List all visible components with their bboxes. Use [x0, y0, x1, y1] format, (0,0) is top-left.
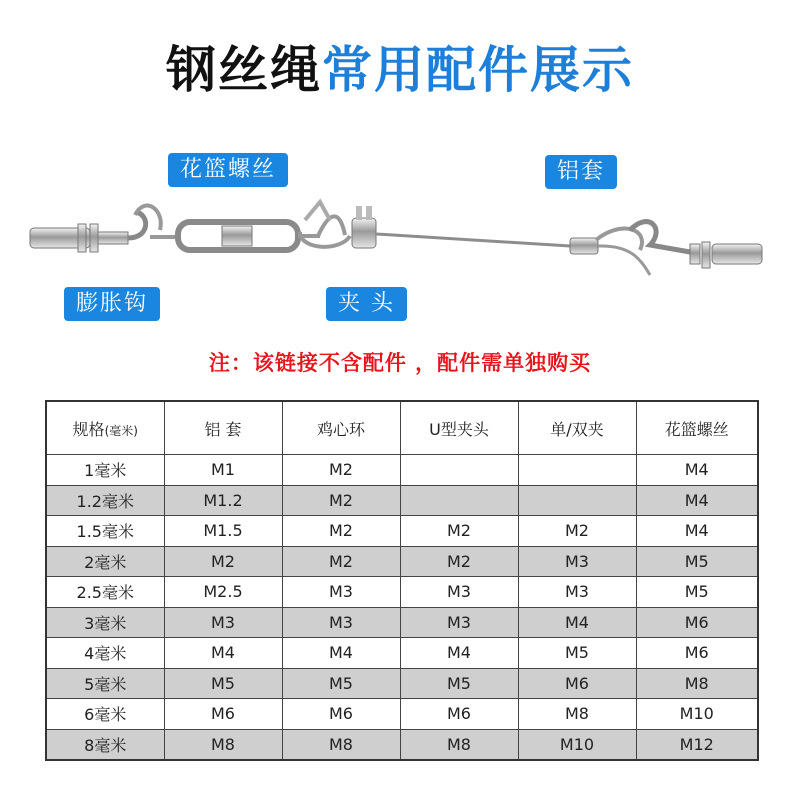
- purchase-note: 注：该链接不含配件 ，配件需单独购买: [208, 351, 592, 375]
- table-cell: M8: [400, 729, 518, 760]
- table-cell: M2: [400, 546, 518, 577]
- table-cell: M5: [400, 668, 518, 699]
- table-cell: M5: [164, 668, 282, 699]
- table-cell: 1.5毫米: [46, 516, 164, 547]
- table-row: [46, 485, 758, 516]
- table-cell: M6: [164, 699, 282, 730]
- table-cell: M5: [282, 668, 400, 699]
- table-cell: 6毫米: [46, 699, 164, 730]
- table-cell: M12: [636, 729, 758, 760]
- header-turnbuckle: 花篮螺丝: [636, 401, 758, 455]
- table-cell: M3: [518, 577, 636, 608]
- label-clamp: 夹 头: [326, 287, 407, 321]
- table-cell: M3: [164, 607, 282, 638]
- table-row: [46, 455, 758, 486]
- header-thimble: 鸡心环: [282, 401, 400, 455]
- table-cell: M2: [282, 546, 400, 577]
- table-row: [46, 638, 758, 669]
- product-illustration: [0, 140, 800, 350]
- table-row: [46, 699, 758, 730]
- table-header-row: [46, 401, 758, 455]
- wire-clamp: [352, 206, 376, 248]
- table-cell: M10: [518, 729, 636, 760]
- table-cell: M1.5: [164, 516, 282, 547]
- table-cell: M8: [636, 668, 758, 699]
- table-cell: 4毫米: [46, 638, 164, 669]
- header-u-clamp: U型夹头: [400, 401, 518, 455]
- table-cell: M5: [518, 638, 636, 669]
- table-cell: M3: [400, 577, 518, 608]
- table-cell: M1: [164, 455, 282, 486]
- wire-rope: [376, 234, 570, 246]
- table-cell: M8: [518, 699, 636, 730]
- table-row: [46, 668, 758, 699]
- table-cell: M2: [400, 516, 518, 547]
- table-cell: M6: [400, 699, 518, 730]
- header-sleeve: 铝 套: [164, 401, 282, 455]
- table-cell: M2: [164, 546, 282, 577]
- table-cell: M4: [164, 638, 282, 669]
- table-cell: M8: [282, 729, 400, 760]
- table-cell: 8毫米: [46, 729, 164, 760]
- table-cell: [400, 485, 518, 516]
- table-cell: M3: [282, 607, 400, 638]
- table-cell: M4: [282, 638, 400, 669]
- table-cell: [518, 485, 636, 516]
- table-cell: M10: [636, 699, 758, 730]
- spec-table: [45, 400, 759, 761]
- table-row: [46, 577, 758, 608]
- header-spec: 规格(毫米): [46, 401, 164, 455]
- table-cell: M3: [400, 607, 518, 638]
- table-cell: 3毫米: [46, 607, 164, 638]
- table-cell: M4: [518, 607, 636, 638]
- table-cell: M2: [518, 516, 636, 547]
- table-cell: M6: [518, 668, 636, 699]
- table-cell: M2.5: [164, 577, 282, 608]
- table-cell: [400, 455, 518, 486]
- title-part-2: 常用配件展示: [322, 41, 634, 99]
- table-cell: 2毫米: [46, 546, 164, 577]
- table-cell: M1.2: [164, 485, 282, 516]
- table-cell: [518, 455, 636, 486]
- label-aluminium-sleeve: 铝套: [545, 155, 617, 189]
- table-cell: M3: [282, 577, 400, 608]
- table-cell: M4: [636, 455, 758, 486]
- table-cell: M8: [164, 729, 282, 760]
- table-cell: M6: [636, 638, 758, 669]
- table-row: [46, 729, 758, 760]
- table-cell: M2: [282, 485, 400, 516]
- table-cell: M3: [518, 546, 636, 577]
- table-cell: 1.2毫米: [46, 485, 164, 516]
- table-cell: M6: [282, 699, 400, 730]
- table-cell: M2: [282, 455, 400, 486]
- table-cell: M4: [636, 485, 758, 516]
- table-cell: 5毫米: [46, 668, 164, 699]
- table-cell: M6: [636, 607, 758, 638]
- table-row: [46, 546, 758, 577]
- table-cell: 2.5毫米: [46, 577, 164, 608]
- table-cell: M5: [636, 546, 758, 577]
- table-cell: M5: [636, 577, 758, 608]
- table-cell: M2: [282, 516, 400, 547]
- table-cell: M4: [400, 638, 518, 669]
- header-single-double-clamp: 单/双夹: [518, 401, 636, 455]
- table-cell: 1毫米: [46, 455, 164, 486]
- title-part-1: 钢丝绳: [166, 41, 322, 99]
- right-expansion-bolt: [630, 222, 762, 268]
- left-expansion-bolt: [30, 212, 146, 252]
- aluminium-sleeve: [570, 238, 598, 254]
- table-row: [46, 516, 758, 547]
- label-turnbuckle: 花篮螺丝: [168, 153, 288, 187]
- label-expansion-hook: 膨胀钩: [64, 287, 160, 321]
- table-row: [46, 607, 758, 638]
- page-title: [0, 32, 800, 108]
- table-cell: M4: [636, 516, 758, 547]
